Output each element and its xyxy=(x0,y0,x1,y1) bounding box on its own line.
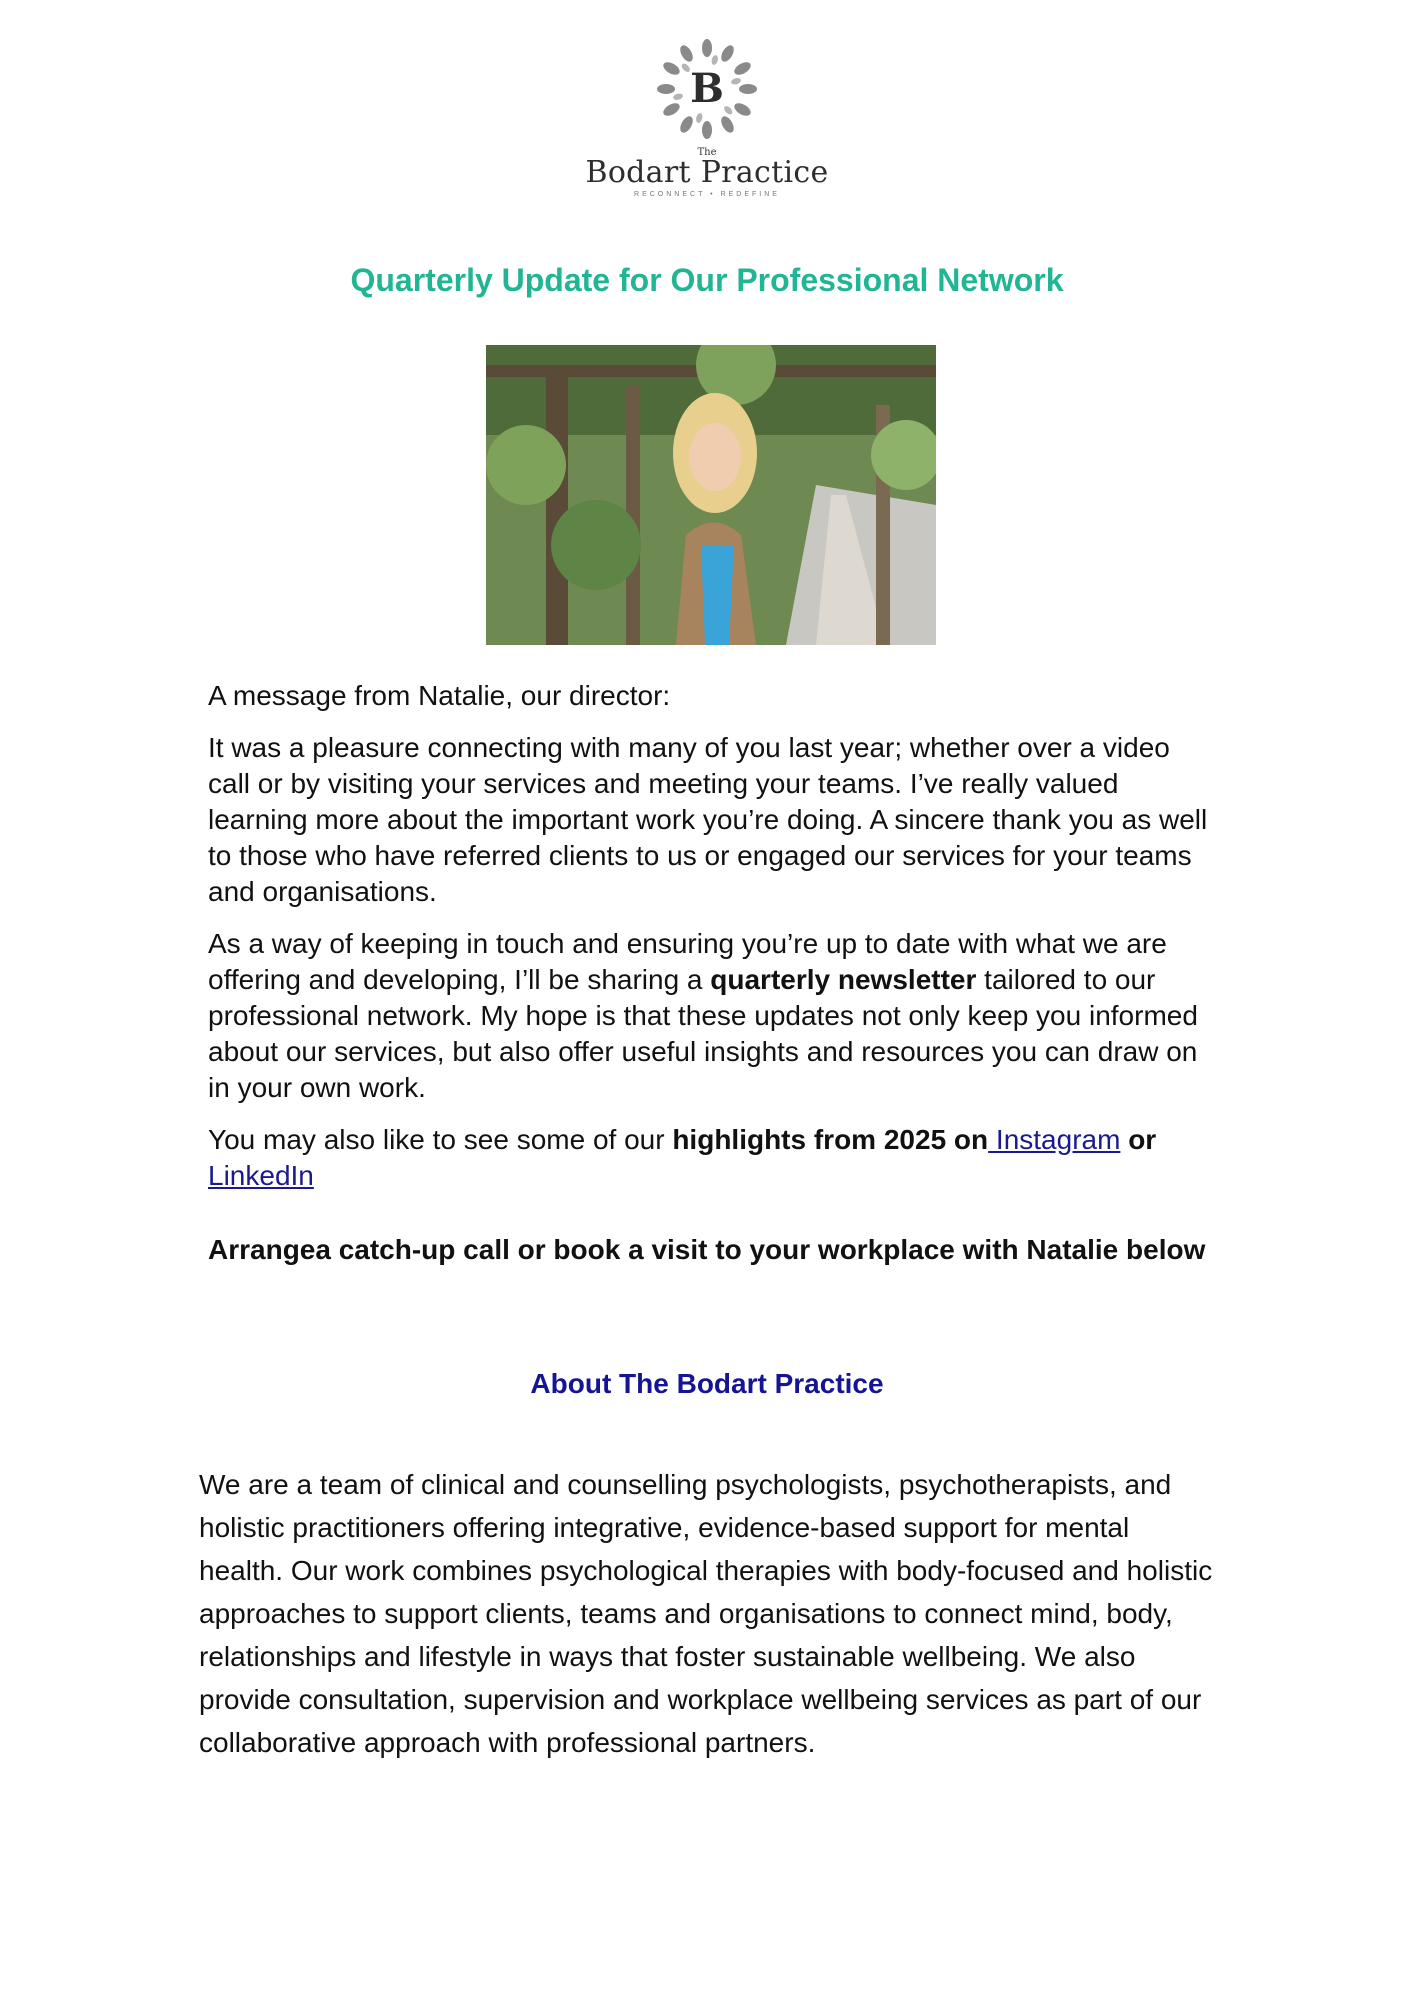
director-message xyxy=(208,678,1208,1284)
para3-text-before: You may also like to see some of our xyxy=(208,1124,673,1155)
message-paragraph-2 xyxy=(208,926,1208,1106)
director-photo xyxy=(486,345,936,645)
quarterly-newsletter-bold: quarterly newsletter xyxy=(710,964,977,995)
flower-logo-icon xyxy=(652,34,762,144)
about-heading: About The Bodart Practice xyxy=(530,1368,884,1399)
message-intro: A message from Natalie, our director: xyxy=(208,680,671,711)
linkedin-link[interactable]: LinkedIn xyxy=(208,1160,314,1191)
para2-text-before: As a way of keeping in touch and ensuring you’re up to date with what we are offering and developing, I’ll be sharing a xyxy=(208,928,1167,995)
highlights-bold: highlights from 2025 on xyxy=(672,1124,989,1155)
instagram-link[interactable]: Instagram xyxy=(988,1124,1121,1155)
para2-text-after: tailored to our professional network. My hope is that these updates not only keep you informed about our services, but also offer useful insights and resources you can draw on in your own work. xyxy=(208,964,1198,1103)
logo-letter: B xyxy=(690,65,724,112)
logo-tagline: RECONNECT • REDEFINE xyxy=(634,191,780,198)
message-paragraph-1: It was a pleasure connecting with many of you last year; whether over a video call or by visiting your services and meeting your teams. I’ve really valued learning more about the important work you’re doing. A sincere thank you as well to those who have referred clients to us or engaged our services for your teams and organisations. xyxy=(208,732,1208,907)
catch-up-cta: Arrangea catch-up call or book a visit to your workplace with Natalie below xyxy=(208,1234,1206,1265)
logo-the: The xyxy=(697,147,717,158)
message-paragraph-3 xyxy=(208,1122,1208,1194)
page-title: Quarterly Update for Our Professional Network xyxy=(350,262,1064,298)
about-text: We are a team of clinical and counselling psychologists, psychotherapists, and holistic practitioners offering integrative, evidence-based support for mental health. Our work combines psychological therapies with body-focused and holistic approaches to support clients, teams and organisations to connect mind, body, relationships and lifestyle in ways that foster sustainable wellbeing. We also provide consultation, supervision and workplace wellbeing services as part of our collaborative approach with professional partners. xyxy=(199,1469,1213,1758)
logo-name: Bodart Practice xyxy=(585,155,829,190)
or-bold: or xyxy=(1120,1124,1157,1155)
bodart-practice-logo xyxy=(0,34,1414,198)
